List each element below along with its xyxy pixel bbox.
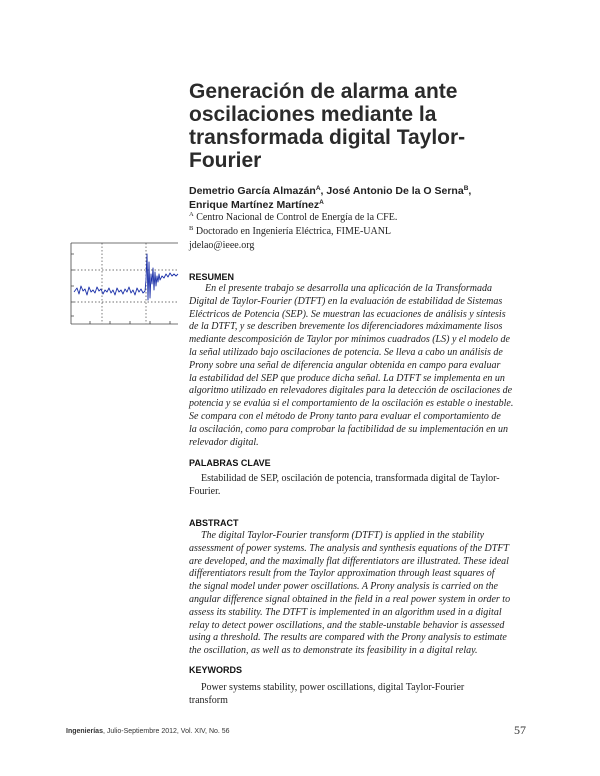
affiliation-text: Centro Nacional de Control de Energía de la CFE. — [196, 212, 398, 223]
affiliation — [189, 211, 549, 225]
title-line: Fourier — [189, 149, 262, 172]
author-email: jdelao@ieee.org — [189, 240, 255, 251]
text-line: Estabilidad de SEP, oscilación de potencia, transformada digital de Taylor- — [201, 473, 500, 484]
text-line: Prony sobre una señal de diferencia angular obtenida en campo para evaluar — [189, 359, 501, 371]
author-line-1 — [189, 184, 549, 198]
text-line: de la DTFT, y se describen brevemente los diferenciadores máximamente lisos — [189, 321, 503, 333]
abstract-heading: ABSTRACT — [189, 518, 239, 528]
text-line: The digital Taylor-Fourier transform (DTFT) is applied in the stability — [201, 530, 485, 541]
text-line: En el presente trabajo se desarrolla una aplicación de la Transformada — [205, 283, 493, 294]
resumen-heading: RESUMEN — [189, 272, 235, 282]
abstract-body — [189, 530, 529, 658]
resumen-body — [189, 283, 529, 449]
title-line: transformada digital Taylor- — [189, 126, 466, 149]
article-title — [189, 80, 529, 172]
text-line: Fourier. — [189, 486, 221, 497]
palabras-clave-heading: PALABRAS CLAVE — [189, 458, 271, 468]
author-superscript: B — [463, 185, 469, 192]
affiliations — [189, 211, 549, 253]
title-line: Generación de alarma ante — [189, 80, 458, 103]
page-number: 57 — [514, 723, 526, 737]
keywords-body — [189, 681, 529, 707]
text-line: assess its stability. The DTFT is implemented in an algorithm used in a digital — [189, 606, 502, 618]
author-separator: , — [468, 185, 472, 197]
text-line: angular difference signal obtained in the field in a real power system in order to — [189, 593, 511, 605]
text-line: la oscilación, como para comprobar la factibilidad de su implementación en un — [189, 423, 509, 435]
affiliation-text: Doctorado en Ingeniería Eléctrica, FIME-UANL — [195, 226, 392, 237]
text-line: relay to detect power oscillations, and the stable-unstable behavior is assessed — [189, 619, 505, 631]
oscillation-signal — [74, 254, 178, 300]
journal-name: Ingenierías — [66, 728, 103, 735]
text-line: the oscillation, as well as to demonstrate its feasibility in a digital relay. — [189, 645, 478, 657]
text-line: relevador digital. — [189, 436, 259, 448]
text-line: the signal model under power oscillations. A Prony analysis is carried on the — [189, 581, 498, 593]
text-line: Digital de Taylor-Fourier (DTFT) en la evaluación de estabilidad de Sistemas — [189, 295, 503, 307]
text-line: Se compara con el método de Prony tanto para evaluar el comportamiento de — [189, 410, 501, 422]
text-line: la señal utilizado bajo oscilaciones de potencia. Se lleva a cabo un análisis de — [189, 346, 503, 358]
text-line: are developed, and the maximally flat differentiators are illustrated. These ideal — [189, 555, 509, 567]
text-line: assessment of power systems. The analysis and synthesis equations of the DTFT — [189, 542, 509, 554]
text-line: Power systems stability, power oscillations, digital Taylor-Fourier — [201, 682, 465, 693]
palabras-clave-body — [189, 472, 529, 498]
text-line: transform — [189, 695, 228, 706]
author-separator: , — [320, 185, 327, 197]
author-superscript: A — [315, 185, 321, 192]
author-line-2 — [189, 198, 549, 212]
author-name: José Antonio De la O Serna — [326, 185, 464, 197]
affiliation-superscript: B — [189, 225, 194, 232]
affiliation-superscript: A — [189, 211, 194, 218]
journal-issue: , Julio-Septiembre 2012, Vol. XIV, No. 56 — [102, 728, 230, 735]
text-line: using a threshold. The results are compared with the Prony analysis to estimate — [189, 632, 507, 644]
text-line: la estabilidad del SEP que produce dicha señal. La DTFT se implementa en un — [189, 372, 505, 384]
author-name: Demetrio García Almazán — [189, 185, 316, 197]
text-line: potencia y se evalúa si el comportamiento de la oscilación es estable o inestable. — [189, 398, 514, 410]
signal-plot-thumbnail — [70, 240, 180, 325]
keywords-heading: KEYWORDS — [189, 665, 243, 675]
author-superscript: A — [319, 199, 324, 206]
text-line: mediante descomposición de Taylor por mínimos cuadrados (LS) y el modelo de — [189, 334, 510, 346]
author-list — [189, 184, 549, 212]
text-line: Eléctricos de Potencia (SEP). Se muestran las ecuaciones de análisis y síntesis — [189, 308, 506, 320]
journal-footer — [66, 728, 230, 735]
affiliation — [189, 225, 549, 239]
title-line: oscilaciones mediante la — [189, 103, 437, 126]
author-name: Enrique Martínez Martínez — [189, 199, 320, 211]
plot-tick — [71, 254, 170, 324]
text-line: differentiators result from the Taylor approximation through least squares of — [189, 568, 495, 580]
text-line: algoritmo utilizado en relevadores digitales para la detección de oscilaciones de — [189, 385, 513, 397]
